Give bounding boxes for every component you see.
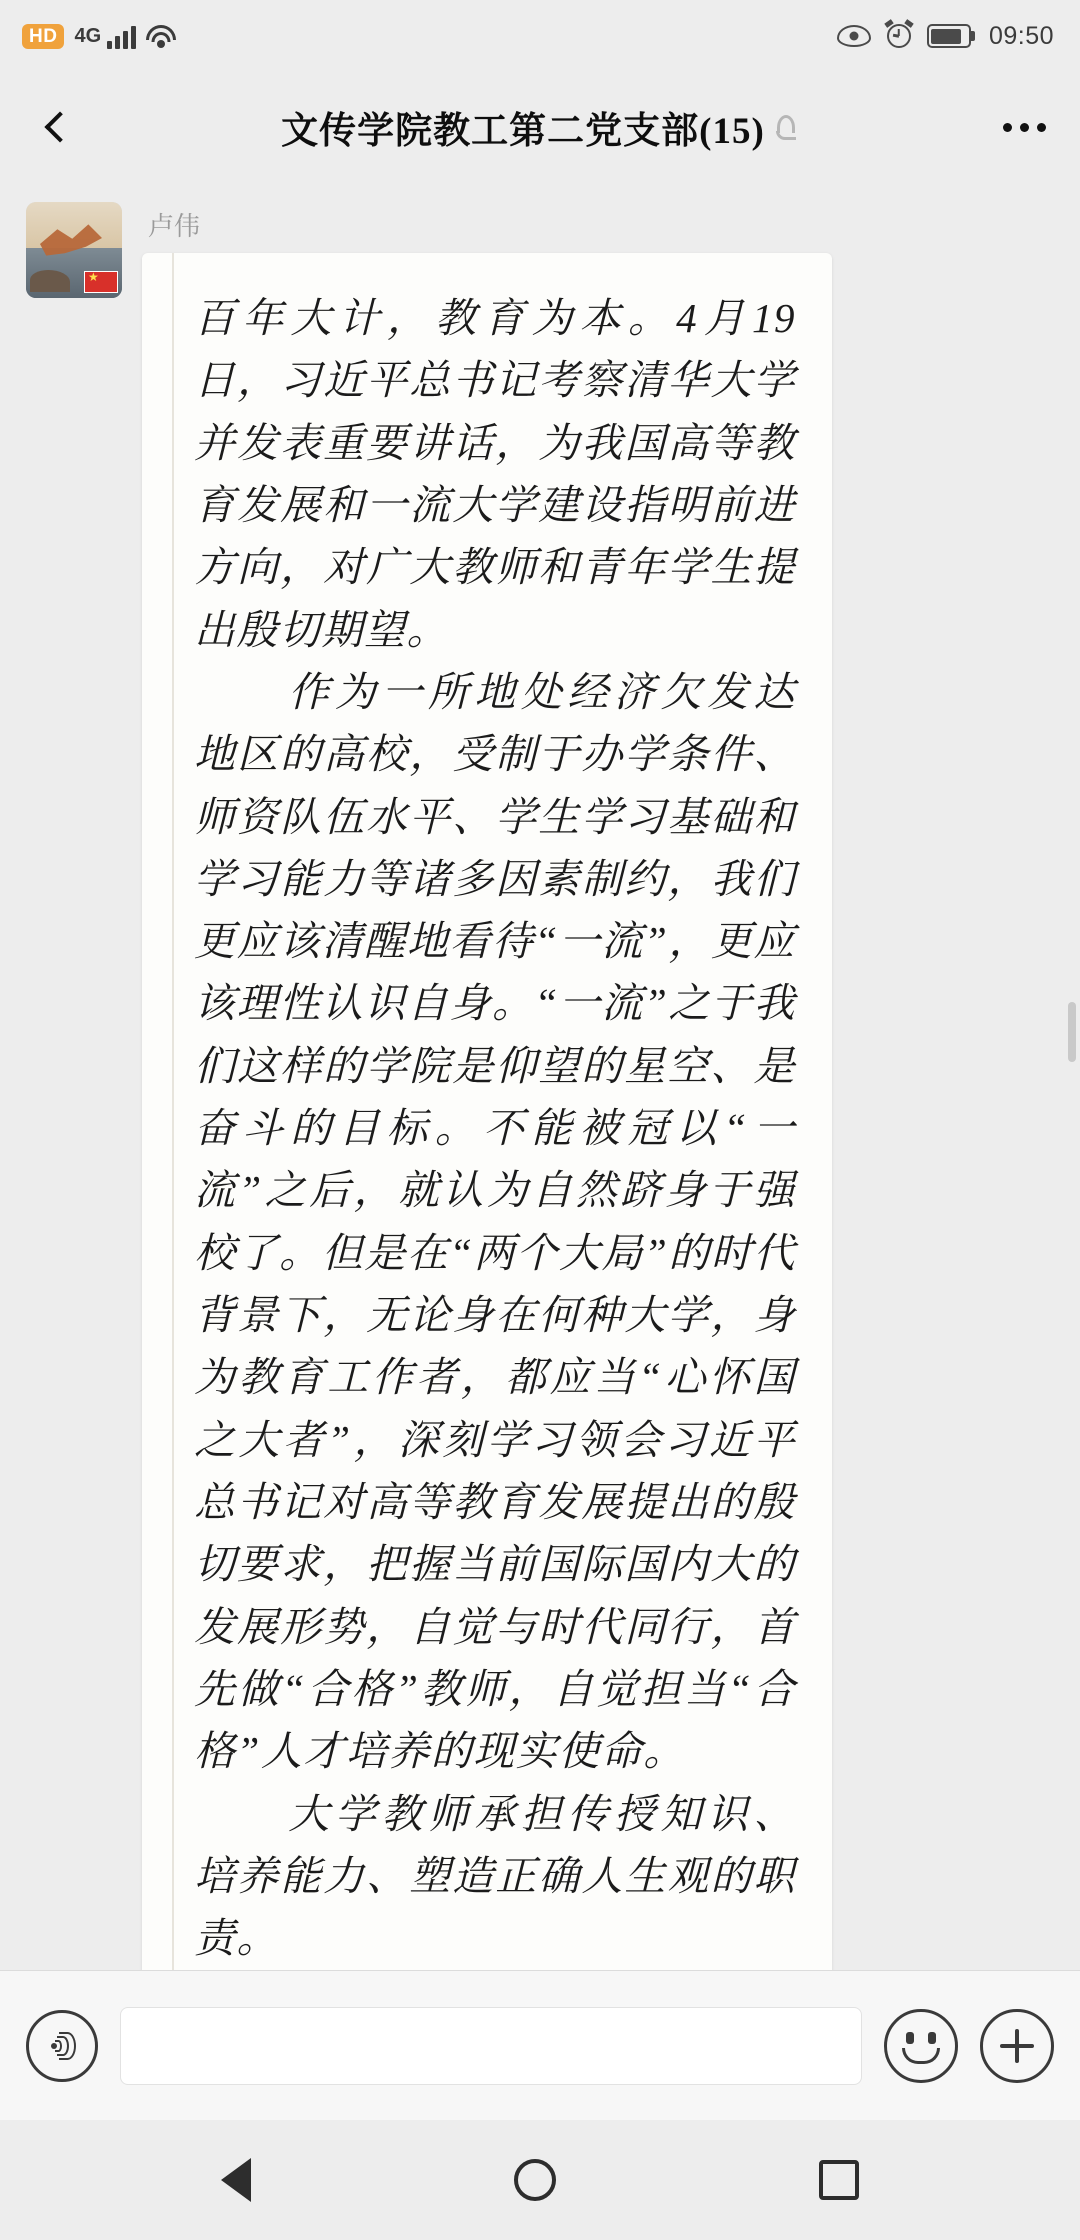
wifi-icon bbox=[146, 24, 176, 48]
scrollbar[interactable] bbox=[1068, 1002, 1076, 1062]
status-clock: 09:50 bbox=[988, 21, 1054, 50]
chat-header bbox=[0, 72, 1080, 182]
hd-badge: HD bbox=[22, 24, 64, 49]
message-body bbox=[142, 202, 832, 1970]
mute-bell-icon bbox=[773, 112, 799, 142]
status-bar bbox=[0, 0, 1080, 72]
message-list[interactable] bbox=[0, 182, 1080, 1970]
more-options-icon-dot bbox=[1020, 123, 1029, 132]
nav-recent-icon[interactable] bbox=[819, 2160, 859, 2200]
eye-comfort-icon bbox=[837, 25, 871, 47]
sender-name: 卢伟 bbox=[148, 212, 201, 241]
handwritten-note-text bbox=[194, 287, 796, 1969]
battery-icon bbox=[927, 24, 971, 48]
emoji-icon bbox=[906, 2032, 914, 2044]
note-paragraph-1: 百年大计，教育为本。4月19日，习近平总书记考察清华大学并发表重要讲话，为我国高等教育发展和一流大学建设指明前进方向，对广大教师和青年学生提出殷切期望。 bbox=[194, 295, 796, 653]
message-image-bubble[interactable] bbox=[142, 253, 832, 1970]
back-button[interactable] bbox=[30, 97, 90, 157]
voice-input-button[interactable] bbox=[26, 2010, 98, 2082]
status-bar-left bbox=[22, 23, 176, 49]
alarm-clock-icon bbox=[885, 22, 913, 50]
nav-back-icon[interactable] bbox=[221, 2158, 251, 2202]
avatar[interactable] bbox=[26, 202, 122, 298]
more-options-button[interactable] bbox=[999, 113, 1050, 142]
signal-bars-icon bbox=[107, 23, 136, 49]
note-paragraph-2: 作为一所地处经济欠发达地区的高校，受制于办学条件、师资队伍水平、学生学习基础和学习能力等诸多因素制约，我们更应该清醒地看待“一流”，更应该理性认识自身。“一流”之于我们这样的学院是仰望的星空、是奋斗的目标。不能被冠以“一流”之后，就认为自然跻身于强校了。但是在“两个大局”的时代背景下，无论身在何种大学，身为教育工作者，都应当“心怀国之大者”，深刻学习领会习近平总书记对高等教育发展提出的殷切要求，把握当前国际国内大的发展形势，自觉与时代同行，首先做“合格”教师，自觉担当“合格”人才培养的现实使命。 bbox=[194, 668, 796, 1775]
message-input[interactable] bbox=[120, 2007, 862, 2085]
status-bar-right bbox=[837, 22, 1054, 51]
emoji-icon-eye bbox=[928, 2032, 936, 2044]
back-chevron-icon bbox=[44, 111, 75, 142]
voice-input-icon bbox=[45, 2029, 79, 2063]
note-paragraph-3: 大学教师承担传授知识、培养能力、塑造正确人生观的职责。 bbox=[194, 1790, 796, 1962]
network-type-label: 4G bbox=[74, 24, 102, 47]
more-options-icon bbox=[1003, 123, 1012, 132]
page-title: 文传学院教工第二党支部(15) bbox=[281, 111, 765, 152]
nav-home-icon[interactable] bbox=[514, 2159, 556, 2201]
more-options-icon-dot bbox=[1037, 123, 1046, 132]
more-actions-button[interactable] bbox=[980, 2009, 1054, 2083]
emoji-button[interactable] bbox=[884, 2009, 958, 2083]
message-row bbox=[0, 202, 1080, 1970]
message-input-bar bbox=[0, 1970, 1080, 2120]
system-nav-bar bbox=[0, 2120, 1080, 2240]
emoji-icon-mouth bbox=[902, 2048, 940, 2064]
chat-title-group bbox=[0, 100, 1080, 154]
